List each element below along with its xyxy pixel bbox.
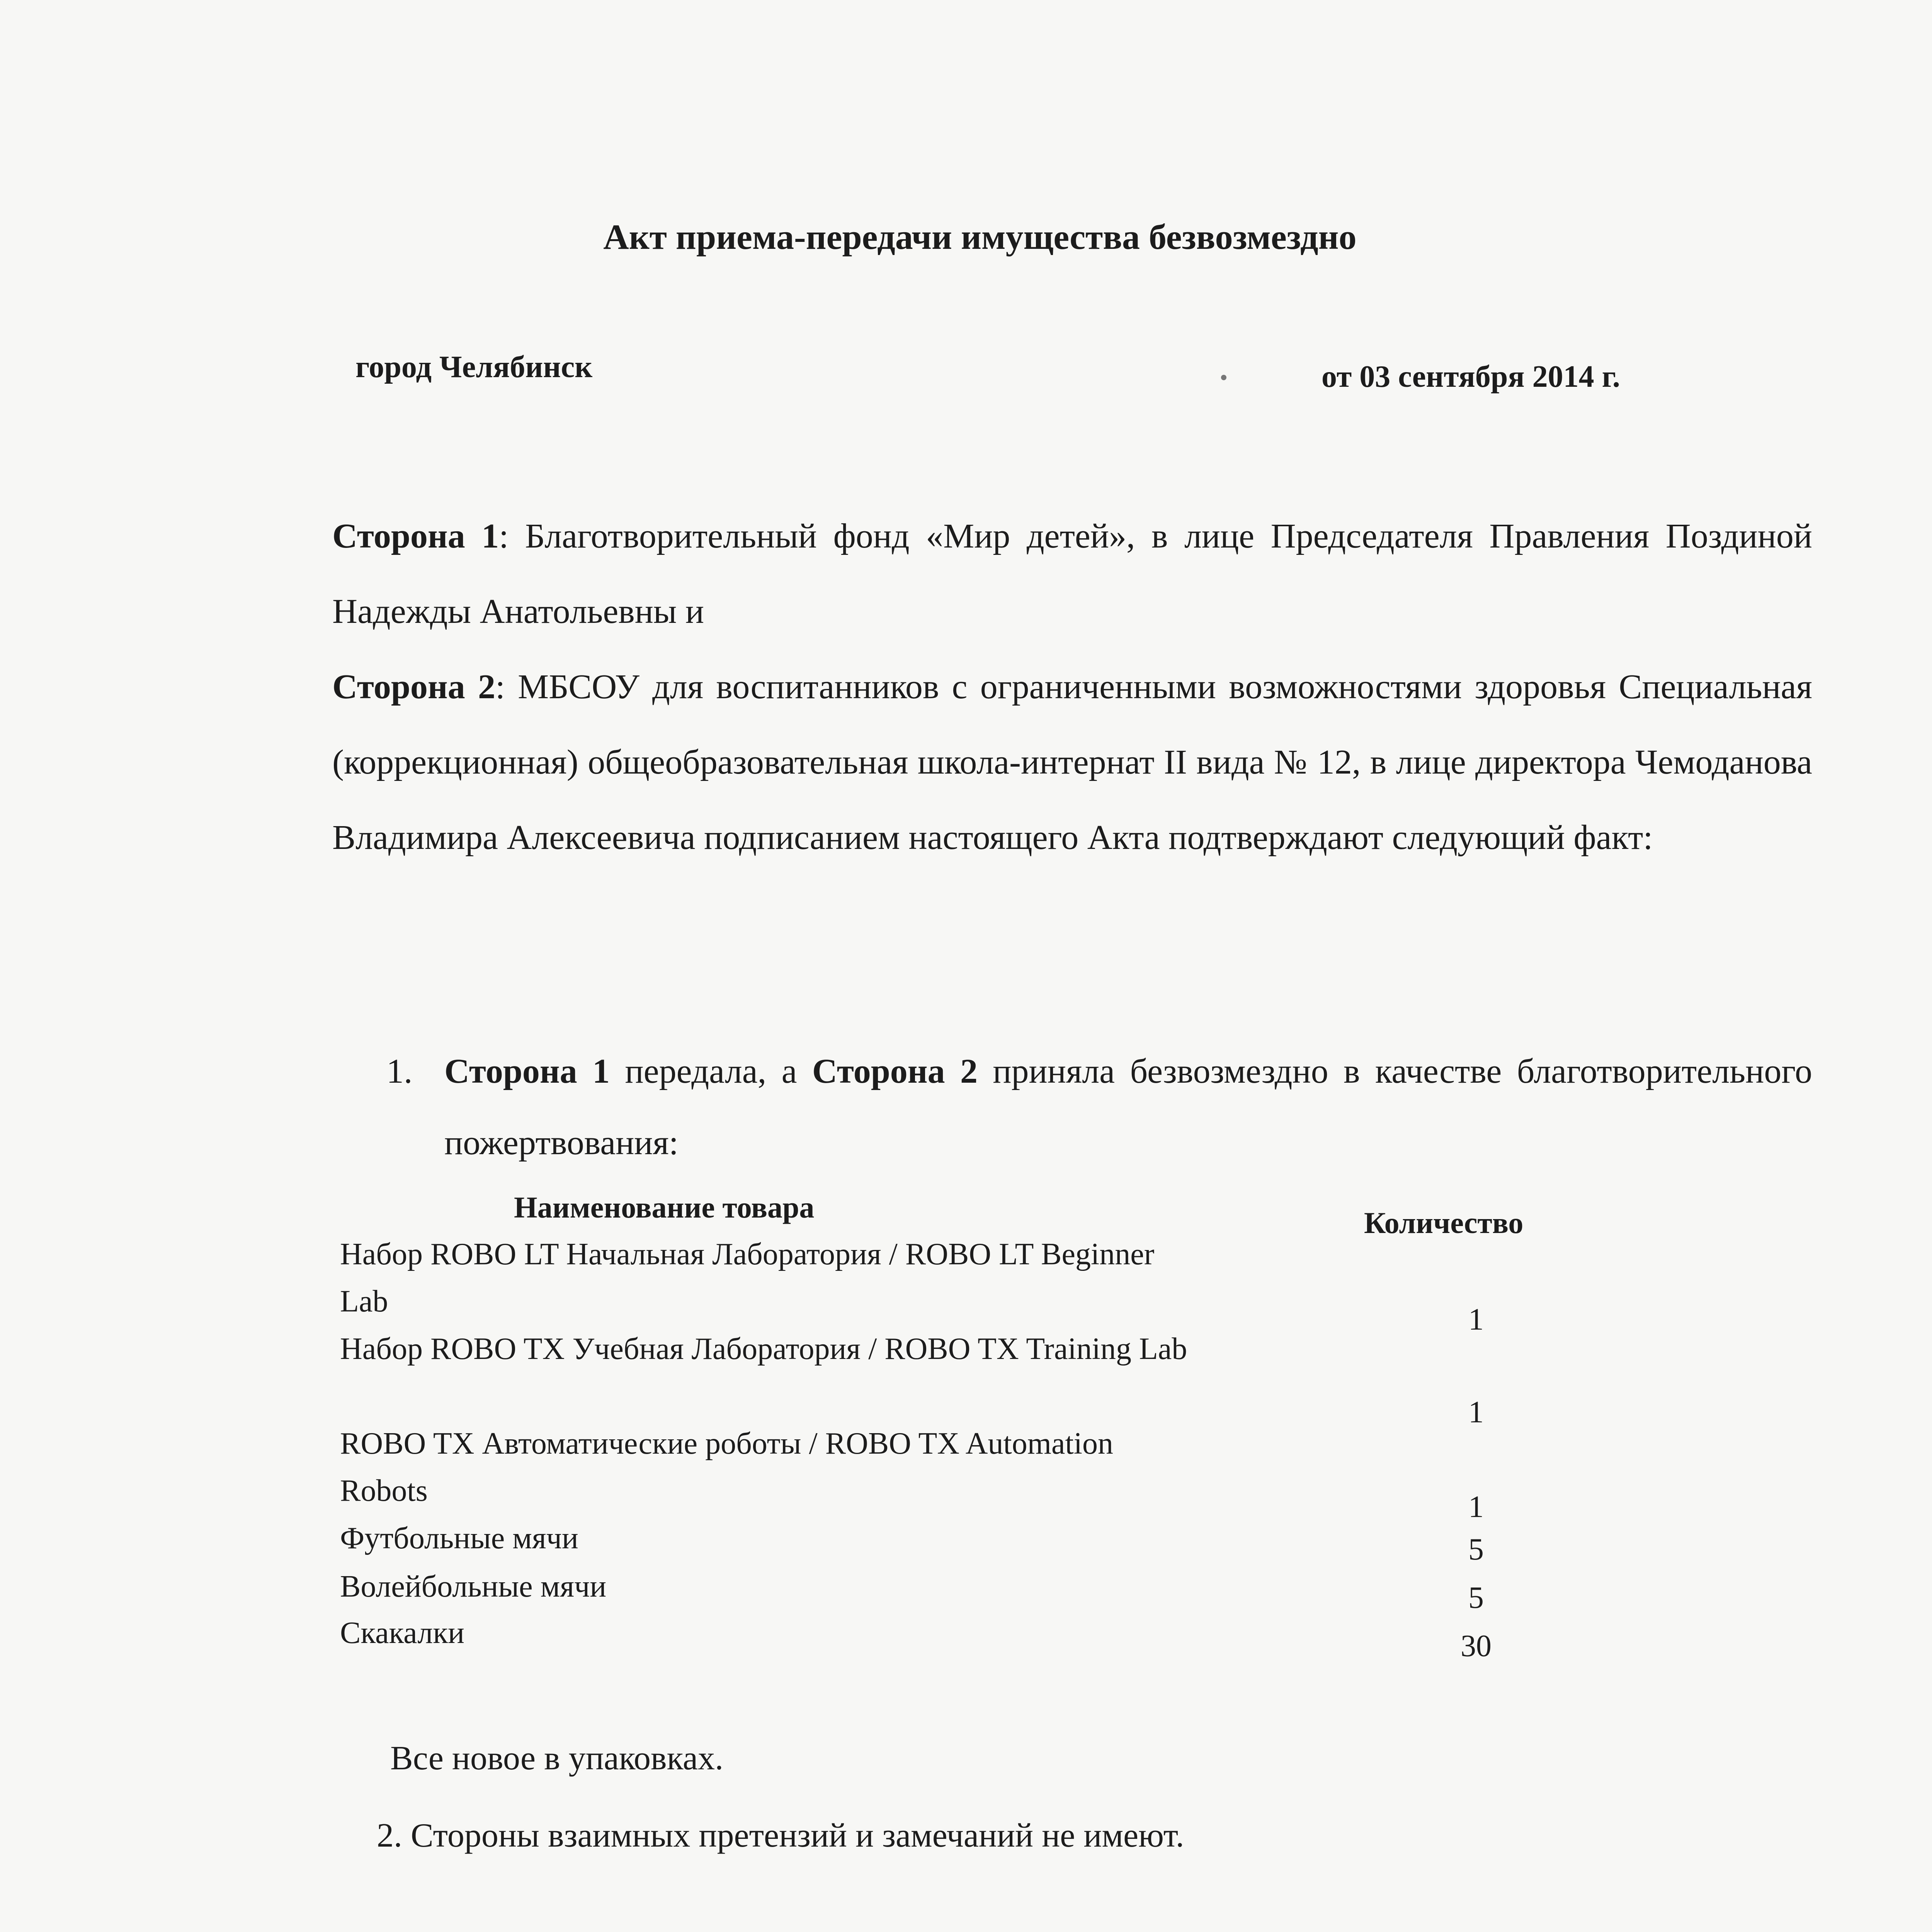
party1-text: : Благотворительный фонд «Мир детей», в лице Председателя Правления Поздиной Надежды Анатольевны и [332,517,1813,631]
packaging-note: Все новое в упаковках. [390,1740,724,1777]
table-row-quantity: 1 [1468,1303,1484,1337]
clause-1-number: 1. [386,1052,413,1090]
scan-speck [1221,375,1226,380]
table-row-quantity: 5 [1468,1532,1484,1566]
party1-label: Сторона 1 [332,517,499,555]
party2-label: Сторона 2 [332,668,495,706]
clause-1-rest: приняла безвозмездно в качестве благотворительного пожертвования: [444,1052,1812,1162]
table-row-quantity: 1 [1468,1490,1484,1524]
place: город Челябинск [355,350,593,384]
table-row-name: Набор ROBO LT Начальная Лаборатория / ROBO LT Beginner Lab [340,1237,1155,1318]
clause-1-party1: Сторона 1 [444,1052,610,1090]
party2-intro [332,649,1812,875]
clause-1-text [444,1036,1812,1179]
table-header-quantity: Количество [1364,1206,1524,1240]
table-row-name: Волейбольные мячи [340,1570,607,1604]
party2-text: : МБСОУ для воспитанников с ограниченными возможностями здоровья Специальная (коррекционная) общеобразовательная школа-интернат II вида № 12, в лице директора Чемоданова Владимира Алексеевича подписанием настоящего Акта подтверждают следующий факт: [332,668,1812,857]
party1-intro [332,498,1812,649]
table-row-quantity: 5 [1468,1581,1484,1615]
table-row-name: ROBO TX Автоматические роботы / ROBO TX Automation Robots [340,1427,1113,1508]
table-row-name: Набор ROBO TX Учебная Лаборатория / ROBO TX Training Lab [340,1332,1187,1366]
table-header-name: Наименование товара [514,1190,815,1224]
document-date: от 03 сентября 2014 г. [1321,360,1620,394]
clause-1-party2: Сторона 2 [812,1052,978,1090]
clause-2: 2. Стороны взаимных претензий и замечаний не имеют. [377,1817,1184,1854]
table-row-name: Футбольные мячи [340,1521,578,1555]
clause-1-middle: передала, а [610,1052,812,1090]
document-title: Акт приема-передачи имущества безвозмездно [603,217,1357,257]
clause-1 [386,1036,1812,1179]
table-row-quantity: 1 [1468,1395,1484,1429]
table-row-quantity: 30 [1461,1629,1492,1663]
table-row-name: Скакалки [340,1616,464,1650]
